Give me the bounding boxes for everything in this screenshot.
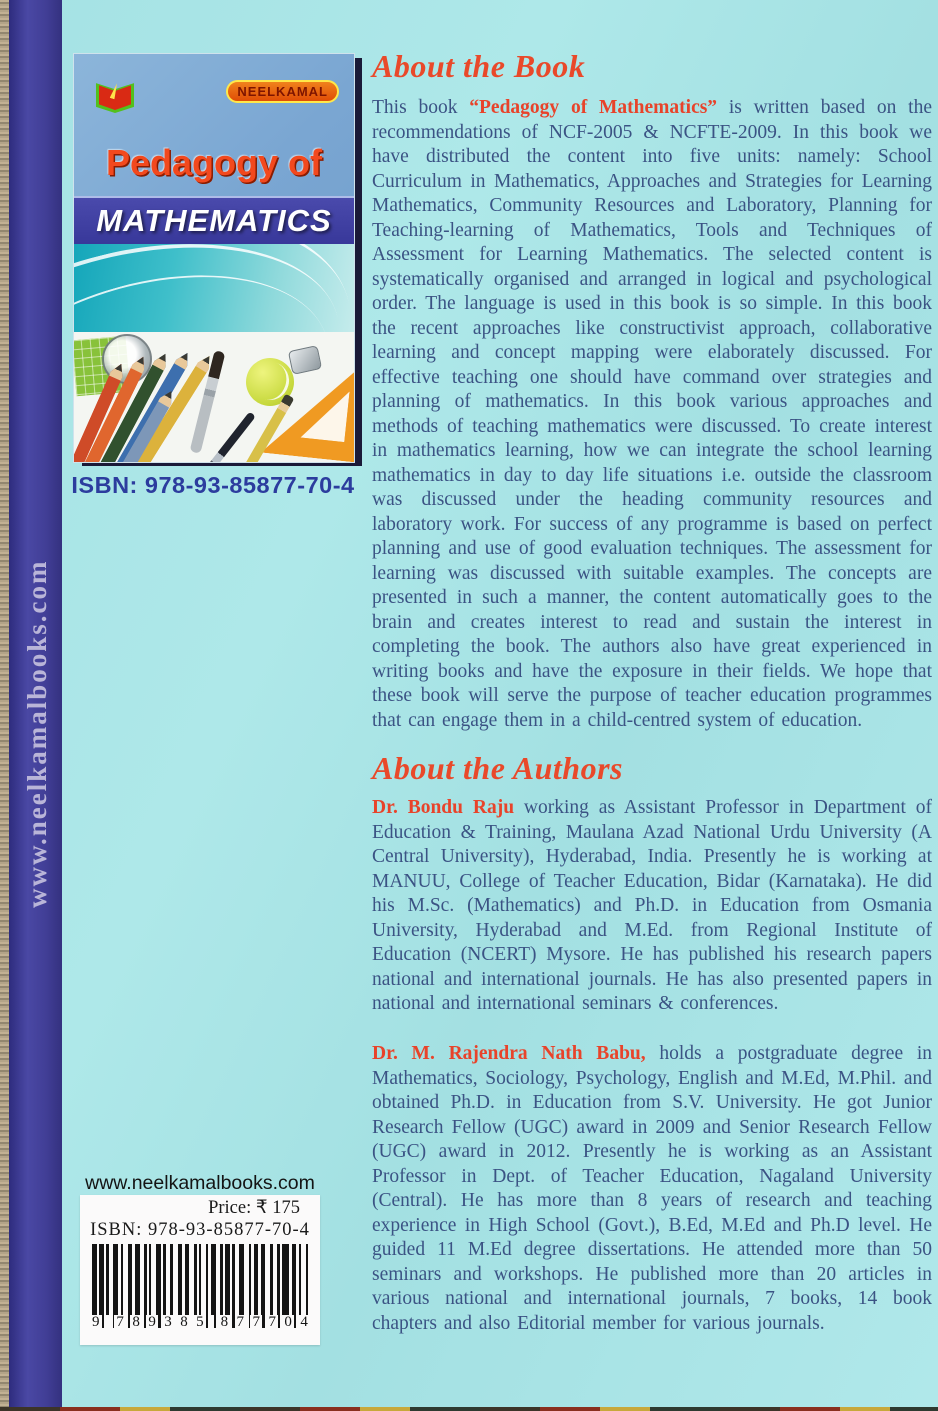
barcode-box — [80, 1195, 320, 1345]
author1-name: Dr. Bondu Raju — [372, 797, 515, 818]
author2-paragraph — [372, 1042, 932, 1336]
book-title-highlight: “Pedagogy of Mathematics” — [469, 97, 718, 118]
book-spine — [9, 0, 62, 1411]
cover-stationery-art — [74, 332, 354, 462]
about-book-body: is written based on the recommendations of NCF-2005 & NCFTE-2009. In this book we have distributed the content into five units: namely: School Curriculum in Mathematics, Approaches and Strategies for Learning Mathematics, Community Resources and Laboratory, Planning for Teaching-learning of Mathematics, Tools and Techniques of Assessment for Learning Mathematics. The selected content is systematically organised and arranged in logical and psychological order. The language is used in this book is so simple. In this book the recent approaches like constructivist approach, collaborative learning and concept mapping were elaborately discussed. For effective teaching one should have command over strategies and planning of mathematics. In this book various approaches and methods of teaching mathematics were discussed. To create interest in mathematics learning, how we can integrate the school learning mathematics in day to day life situations i.e. outside the classroom was discussed under the heading community resources and laboratory work. For success of any programme is based on perfect planning and use of good evaluation techniques. The assessment for learning was discussed with suitable examples. The concepts are presented in such a manner, the content automatically goes to the brain and creates interest to read and sustain the interest in completing the book. The authors also have great experienced in writing books and have the exposure in their fields. We hope that these book will serve the purpose of teacher education programmes that can engage them in a child-centred system of education. — [372, 97, 933, 731]
barcode-website: www.neelkamalbooks.com — [85, 1172, 315, 1194]
cover-art-set-square — [261, 347, 354, 462]
book-cover-thumbnail — [73, 53, 355, 463]
about-authors-heading: About the Authors — [372, 750, 623, 786]
page-edge-bottom — [0, 1407, 938, 1411]
price-line: Price: ₹ 175 — [208, 1198, 300, 1218]
about-book-paragraph — [372, 96, 932, 733]
author2-bio: holds a postgraduate degree in Mathematics, Sociology, Psychology, English and M.Ed, M.Phil. and obtained Ph.D. in Education from S.V. University. He got Junior Research Fellow (UGC) award in 2009 and Senior Research Fellow (UGC) award in 2012. Presently he is working as an Assistant Professor in Dept. of Teacher Education, Nagaland University (Central). He has more than 8 years of research and teaching experience in High School (Govt.), B.Ed, M.Ed and Ph.D level. He guided 11 M.Ed degree dissertations. He attended more than 50 seminars and workshops. He published more than 20 articles in various national and international journals, 7 books, 14 book chapters and also Editorial member for various journals. — [372, 1043, 933, 1334]
author1-paragraph — [372, 796, 932, 1017]
cover-subtitle-band — [74, 196, 354, 246]
isbn-caption: ISBN: 978-93-85877-70-4 — [71, 472, 355, 498]
about-book-intro: This book — [372, 97, 470, 118]
about-book-heading: About the Book — [372, 48, 586, 84]
author2-name: Dr. M. Rajendra Nath Babu, — [372, 1043, 646, 1064]
page-edge-left — [0, 0, 9, 1411]
cover-title: Pedagogy of — [105, 142, 323, 183]
publisher-logo-icon — [96, 79, 134, 113]
cover-subtitle: MATHEMATICS — [96, 203, 332, 238]
barcode-digits: 9 7 8 9 3 8 5 8 7 7 7 0 4 — [92, 1314, 308, 1330]
cover-wave-art — [74, 244, 354, 336]
publisher-badge: NEELKAMAL — [226, 80, 339, 103]
cover-art-pen — [204, 411, 256, 462]
author1-bio: working as Assistant Professor in Department of Education & Training, Maulana Azad National Urdu University (A Central University), Hyderabad, India. Presently he is working at MANUU, College of Teacher Education, Bidar (Karnataka). He did his M.Sc. (Mathematics) and Ph.D. in Education from Osmania University, Hyderabad and M.Ed. from Regional Institute of Education (NCERT) Mysore. He has published his research papers national and international journals. He has also presented papers in national and international seminars & conferences. — [372, 797, 932, 1014]
spine-website-text: www.neelkamalbooks.com — [22, 559, 52, 908]
barcode-isbn: ISBN: 978-93-85877-70-4 — [90, 1220, 310, 1240]
